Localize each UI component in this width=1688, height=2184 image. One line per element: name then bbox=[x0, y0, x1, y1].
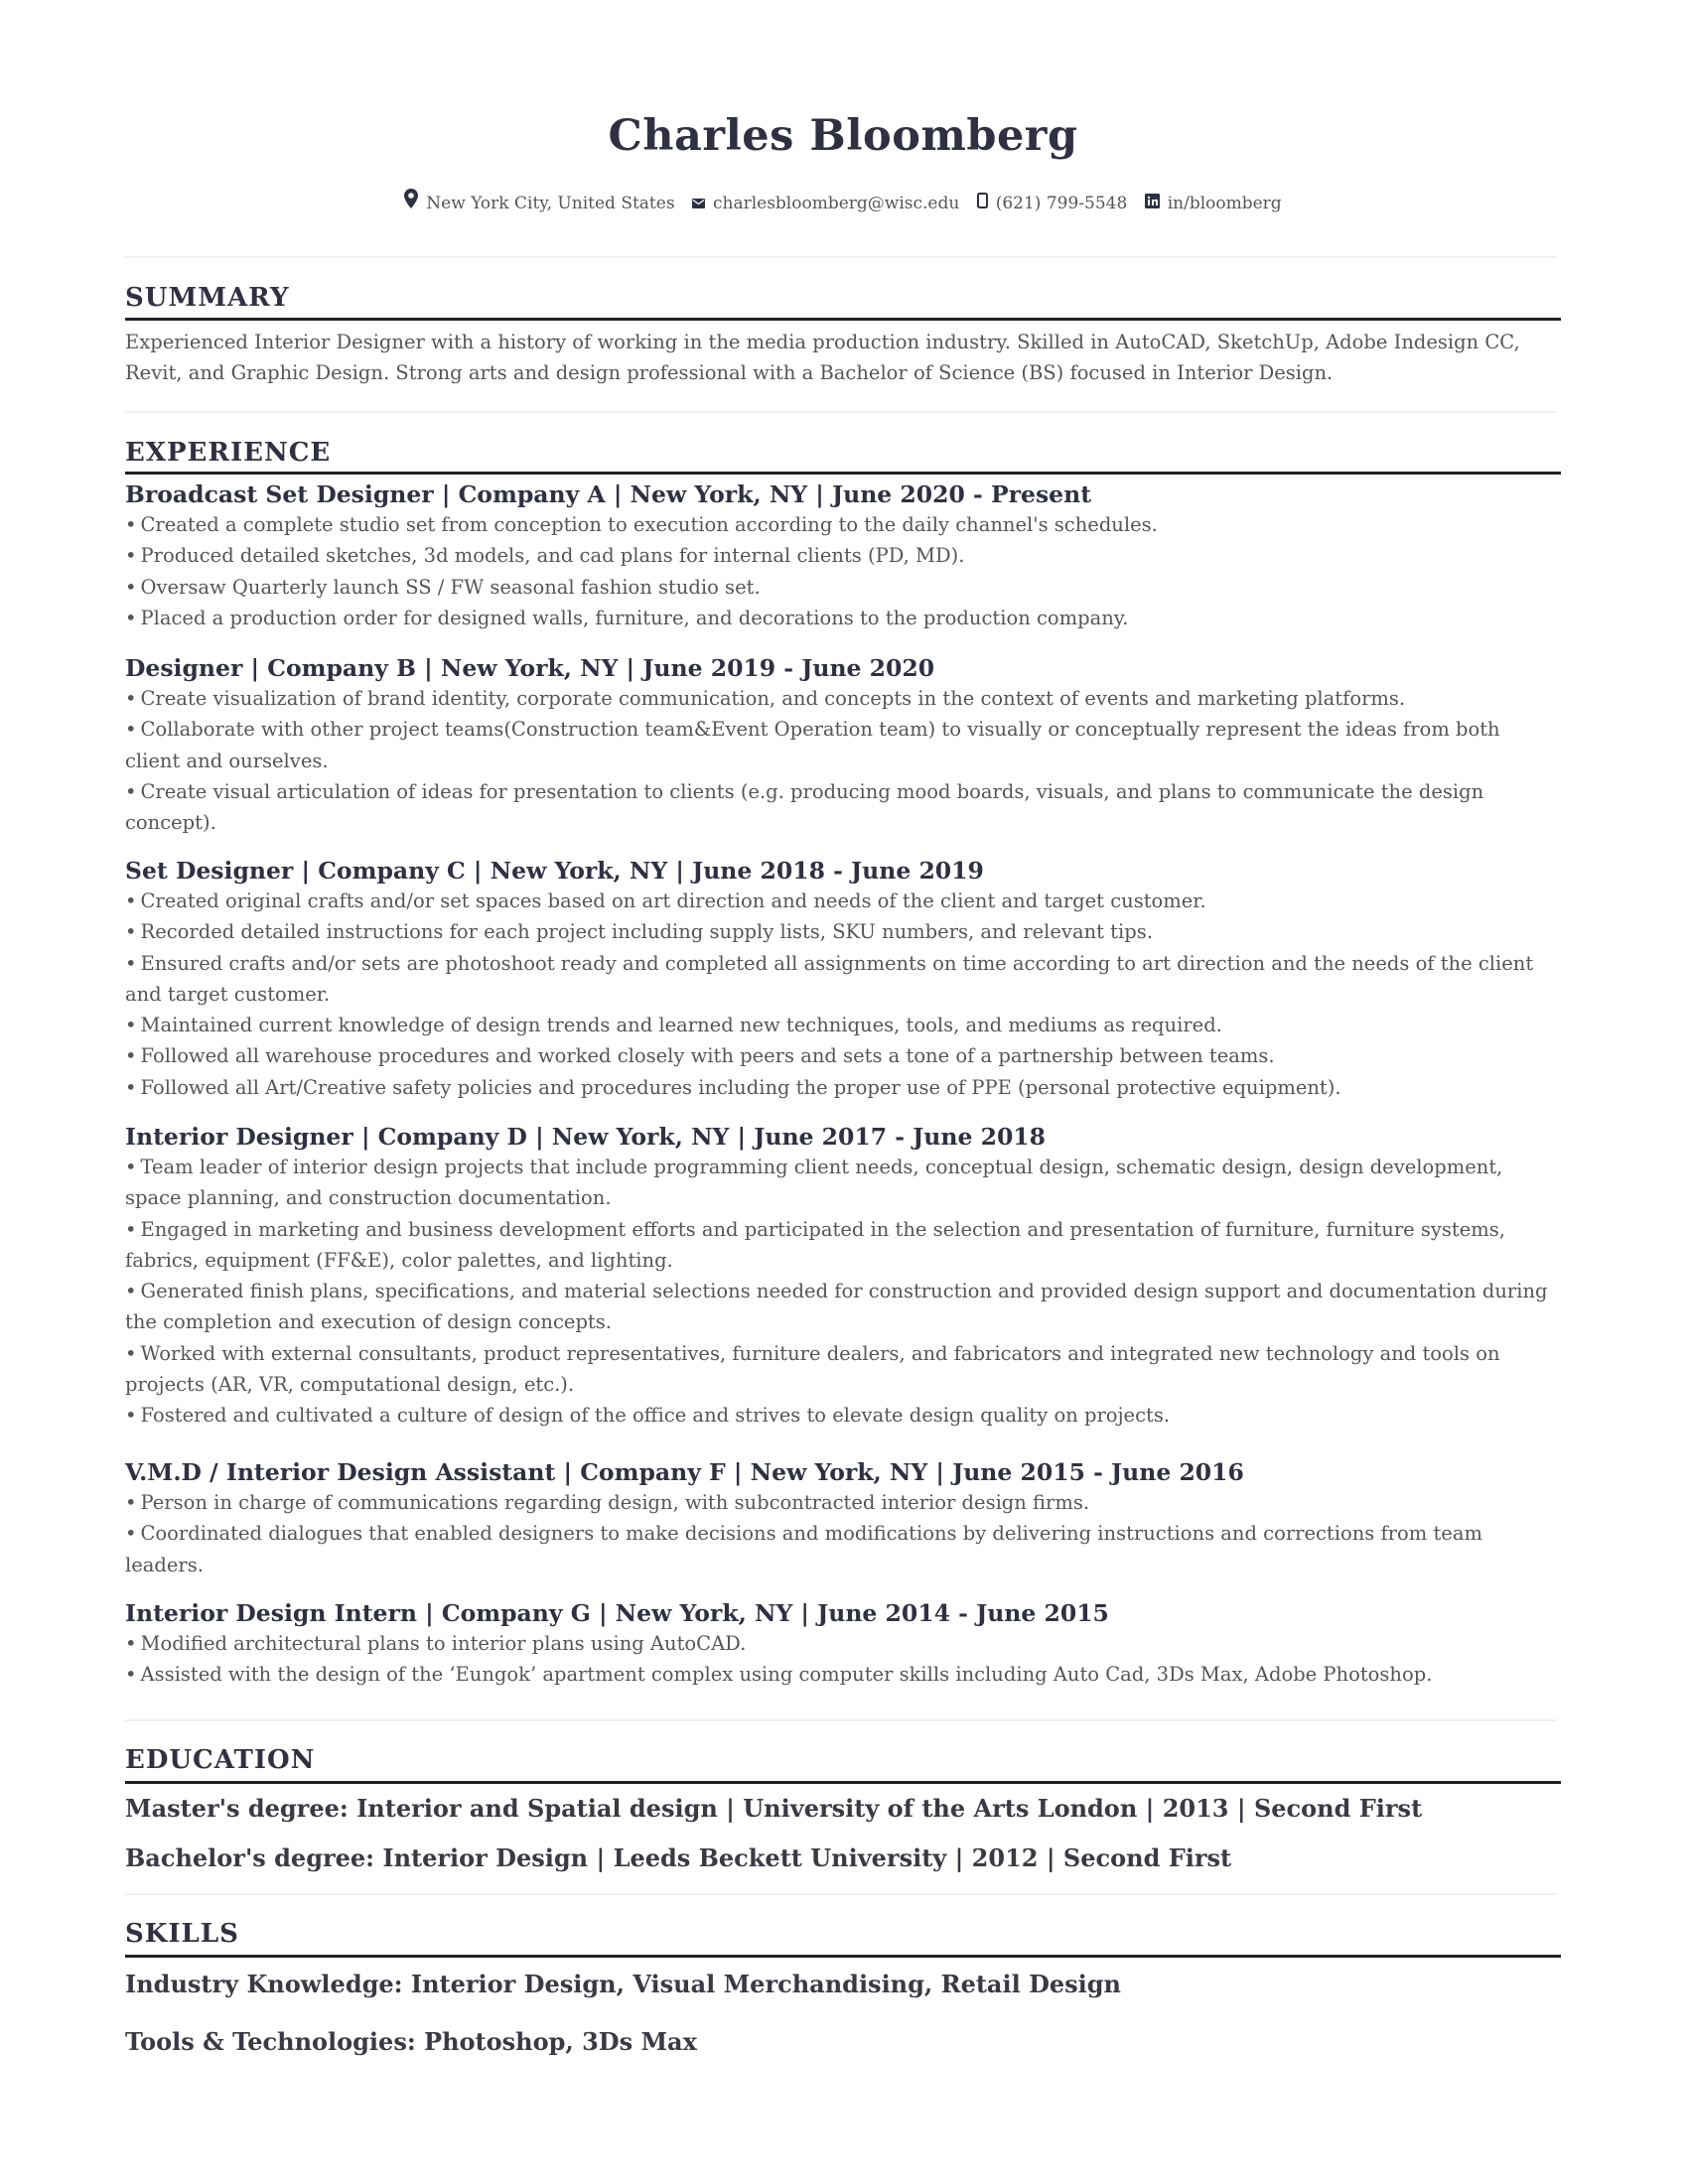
job-title: Set Designer | Company C | New York, NY | June 2018 - June 2019 bbox=[125, 857, 984, 885]
job-bullet: • Followed all warehouse procedures and worked closely with peers and sets a tone of a partnership between teams. bbox=[125, 1044, 1275, 1068]
contact-email[interactable] bbox=[692, 190, 959, 217]
job-bullets bbox=[125, 1487, 1561, 1580]
job-bullet: • Create visual articulation of ideas for presentation to clients (e.g. producing mood boards, visuals, and plans to communicate the design concept). bbox=[125, 779, 1484, 835]
experience-rule bbox=[125, 472, 1561, 475]
job-bullet: • Engaged in marketing and business development efforts and participated in the selection and presentation of furniture, furniture systems, fabrics, equipment (FF&E), color palettes, and lighting. bbox=[125, 1217, 1505, 1272]
job-bullet: • Generated finish plans, specifications, and material selections needed for construction and provided design support and documentation during the completion and execution of design concepts. bbox=[125, 1280, 1548, 1334]
summary-rule bbox=[125, 318, 1561, 321]
experience-heading: EXPERIENCE bbox=[125, 438, 332, 468]
contact-line bbox=[125, 189, 1561, 217]
skills-entry: Tools & Technologies: Photoshop, 3Ds Max bbox=[125, 2027, 697, 2056]
job-bullet: • Coordinated dialogues that enabled designers to make decisions and modifications by delivering instructions and corrections from team leaders. bbox=[125, 1522, 1482, 1576]
job-bullet: • Ensured crafts and/or sets are photoshoot ready and completed all assignments on time according to art direction and the needs of the client and target customer. bbox=[125, 951, 1534, 1006]
candidate-name: Charles Bloomberg bbox=[608, 111, 1078, 161]
linkedin-icon bbox=[1145, 190, 1160, 217]
job-title: V.M.D / Interior Design Assistant | Company F | New York, NY | June 2015 - June 2016 bbox=[125, 1458, 1244, 1486]
map-pin-icon bbox=[404, 189, 418, 217]
job-bullet: • Created a complete studio set from conception to execution according to the daily channel's schedules. bbox=[125, 513, 1158, 536]
job-bullet: • Fostered and cultivated a culture of design of the office and strives to elevate design quality on projects. bbox=[125, 1404, 1171, 1428]
job-bullets bbox=[125, 683, 1561, 838]
section-divider bbox=[125, 1893, 1557, 1895]
job-title: Interior Designer | Company D | New York, NY | June 2017 - June 2018 bbox=[125, 1123, 1047, 1151]
summary-heading: SUMMARY bbox=[125, 283, 290, 313]
job-bullet: • Modified architectural plans to interior plans using AutoCAD. bbox=[125, 1632, 747, 1655]
contact-linkedin[interactable] bbox=[1145, 190, 1282, 217]
mobile-phone-icon bbox=[977, 190, 988, 217]
job-bullets bbox=[125, 1628, 1561, 1691]
contact-phone bbox=[977, 190, 1128, 217]
contact-location bbox=[404, 189, 674, 217]
section-divider bbox=[125, 411, 1557, 413]
job-title: Interior Design Intern | Company G | New York, NY | June 2014 - June 2015 bbox=[125, 1599, 1109, 1627]
job-bullet: • Followed all Art/Creative safety policies and procedures including the proper use of PPE (personal protective equipment). bbox=[125, 1075, 1341, 1099]
education-entry: Master's degree: Interior and Spatial design | University of the Arts London | 2013 | Second First bbox=[125, 1794, 1423, 1823]
education-entry: Bachelor's degree: Interior Design | Leeds Beckett University | 2012 | Second First bbox=[125, 1843, 1232, 1872]
email-link[interactable]: charlesbloomberg@wisc.edu bbox=[712, 194, 960, 213]
skills-rule bbox=[125, 1955, 1561, 1958]
education-heading: EDUCATION bbox=[125, 1745, 316, 1775]
skills-entry: Industry Knowledge: Interior Design, Visual Merchandising, Retail Design bbox=[125, 1970, 1122, 1998]
job-bullets bbox=[125, 509, 1561, 633]
job-bullet: • Oversaw Quarterly launch SS / FW seasonal fashion studio set. bbox=[125, 575, 761, 599]
job-bullet: • Create visualization of brand identity, corporate communication, and concepts in the context of events and marketing platforms. bbox=[125, 687, 1406, 710]
envelope-icon bbox=[692, 190, 705, 217]
linkedin-link[interactable]: in/bloomberg bbox=[1167, 194, 1282, 213]
job-bullet: • Created original crafts and/or set spaces based on art direction and needs of the client and target customer. bbox=[125, 889, 1206, 912]
summary-text: Experienced Interior Designer with a history of working in the media production industry. Skilled in AutoCAD, SketchUp, Adobe Indesign CC, Revit, and Graphic Design. Strong arts and design professional with a Bachelor of Science (BS) focused in Interior Design. bbox=[125, 331, 1520, 385]
phone-text: (621) 799-5548 bbox=[995, 194, 1128, 213]
job-bullet: • Placed a production order for designed walls, furniture, and decorations to the production company. bbox=[125, 606, 1129, 629]
education-rule bbox=[125, 1781, 1561, 1784]
job-bullet: • Person in charge of communications regarding design, with subcontracted interior design firms. bbox=[125, 1491, 1090, 1514]
job-bullet: • Collaborate with other project teams(Construction team&Event Operation team) to visually or conceptually represent the ideas from both client and ourselves. bbox=[125, 718, 1500, 772]
location-text: New York City, United States bbox=[426, 193, 675, 213]
section-divider bbox=[125, 256, 1557, 258]
job-title: Designer | Company B | New York, NY | June 2019 - June 2020 bbox=[125, 654, 935, 682]
job-bullet: • Maintained current knowledge of design trends and learned new techniques, tools, and mediums as required. bbox=[125, 1014, 1222, 1037]
job-bullet: • Produced detailed sketches, 3d models, and cad plans for internal clients (PD, MD). bbox=[125, 544, 965, 568]
skills-heading: SKILLS bbox=[125, 1919, 239, 1949]
job-bullet: • Worked with external consultants, product representatives, furniture dealers, and fabricators and integrated new technology and tools on projects (AR, VR, computational design, etc.). bbox=[125, 1341, 1500, 1397]
job-bullet: • Recorded detailed instructions for each project including supply lists, SKU numbers, and relevant tips. bbox=[125, 920, 1153, 944]
job-bullets bbox=[125, 886, 1561, 1103]
job-bullet: • Team leader of interior design projects that include programming client needs, conceptual design, schematic design, design development, space planning, and construction documentation. bbox=[125, 1156, 1503, 1210]
job-title: Broadcast Set Designer | Company A | New York, NY | June 2020 - Present bbox=[125, 480, 1092, 508]
section-divider bbox=[125, 1719, 1557, 1721]
job-bullet: • Assisted with the design of the ‘Eungok’ apartment complex using computer skills including Auto Cad, 3Ds Max, Adobe Photoshop. bbox=[125, 1663, 1433, 1687]
job-bullets bbox=[125, 1152, 1561, 1432]
